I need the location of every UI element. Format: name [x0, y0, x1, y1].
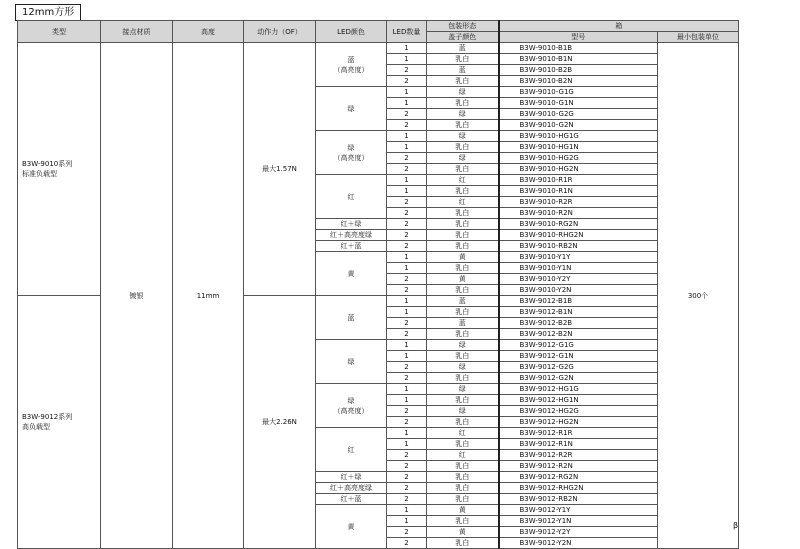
- led-count-cell: 2: [387, 241, 427, 252]
- led-count-cell: 1: [387, 131, 427, 142]
- led-color-cell: [316, 219, 387, 230]
- model-cell: B3W-9010-Y1N: [499, 263, 658, 274]
- model-cell: B3W-9012-R2R: [499, 450, 658, 461]
- model-cell: B3W-9010-B2B: [499, 65, 658, 76]
- led-count-cell: 1: [387, 54, 427, 65]
- led-color-cell: [316, 230, 387, 241]
- cap-color-cell: 乳白: [427, 472, 499, 483]
- header-box: 箱: [499, 21, 739, 32]
- led-color-name: 红＋蓝: [340, 242, 362, 250]
- led-count-cell: 2: [387, 318, 427, 329]
- model-cell: B3W-9012-R2N: [499, 461, 658, 472]
- cap-color-cell: 乳白: [427, 373, 499, 384]
- model-cell: B3W-9010-RB2N: [499, 241, 658, 252]
- led-color-name: 红＋绿: [340, 473, 362, 481]
- cap-color-cell: 蓝: [427, 296, 499, 307]
- cap-color-cell: 乳白: [427, 417, 499, 428]
- cap-color-cell: 绿: [427, 362, 499, 373]
- cap-color-cell: 乳白: [427, 483, 499, 494]
- led-count-cell: 2: [387, 76, 427, 87]
- cap-color-cell: 乳白: [427, 538, 499, 549]
- model-cell: B3W-9010-HG1G: [499, 131, 658, 142]
- model-cell: B3W-9010-B2N: [499, 76, 658, 87]
- model-cell: B3W-9012-HG2G: [499, 406, 658, 417]
- model-cell: B3W-9012-Y1Y: [499, 505, 658, 516]
- led-color-cell: [316, 428, 387, 472]
- led-count-cell: 1: [387, 307, 427, 318]
- model-cell: B3W-9010-RG2N: [499, 219, 658, 230]
- cap-color-cell: 乳白: [427, 230, 499, 241]
- cap-color-cell: 乳白: [427, 54, 499, 65]
- led-count-cell: 1: [387, 395, 427, 406]
- led-count-cell: 1: [387, 384, 427, 395]
- cap-color-cell: 乳白: [427, 241, 499, 252]
- cap-color-cell: 黄: [427, 527, 499, 538]
- cap-color-cell: 乳白: [427, 76, 499, 87]
- model-cell: B3W-9012-G2G: [499, 362, 658, 373]
- operating-force-cell: 最大1.57N: [244, 43, 316, 296]
- led-count-cell: 1: [387, 428, 427, 439]
- led-color-name: 绿: [347, 104, 355, 113]
- led-count-cell: 2: [387, 109, 427, 120]
- led-count-cell: 2: [387, 406, 427, 417]
- cap-color-cell: 乳白: [427, 307, 499, 318]
- cap-color-cell: 乳白: [427, 351, 499, 362]
- cap-color-cell: 乳白: [427, 439, 499, 450]
- led-count-cell: 2: [387, 527, 427, 538]
- model-cell: B3W-9010-G2G: [499, 109, 658, 120]
- model-cell: B3W-9010-G1N: [499, 98, 658, 109]
- cap-color-cell: 红: [427, 450, 499, 461]
- cap-color-cell: 乳白: [427, 494, 499, 505]
- model-cell: B3W-9012-RB2N: [499, 494, 658, 505]
- cap-color-cell: 乳白: [427, 516, 499, 527]
- led-count-cell: 1: [387, 263, 427, 274]
- led-color-name: 绿: [347, 143, 355, 152]
- series-load-type: 高负载型: [22, 423, 50, 431]
- led-color-cell: [316, 87, 387, 131]
- model-cell: B3W-9010-R1N: [499, 186, 658, 197]
- led-count-cell: 2: [387, 164, 427, 175]
- led-count-cell: 1: [387, 98, 427, 109]
- led-color-name: 红: [347, 192, 355, 201]
- series-type-cell: [18, 43, 101, 296]
- model-cell: B3W-9012-R1R: [499, 428, 658, 439]
- cap-color-cell: 乳白: [427, 164, 499, 175]
- operating-force-cell: 最大2.26N: [244, 296, 316, 549]
- header-led-color: LED颜色: [316, 21, 387, 43]
- cap-color-cell: 蓝: [427, 318, 499, 329]
- led-count-cell: 2: [387, 120, 427, 131]
- series-load-type: 标准负载型: [22, 170, 57, 178]
- led-count-cell: 1: [387, 252, 427, 263]
- led-count-cell: 2: [387, 208, 427, 219]
- model-cell: B3W-9010-G1G: [499, 87, 658, 98]
- cap-color-cell: 蓝: [427, 43, 499, 54]
- model-cell: B3W-9010-HG2N: [499, 164, 658, 175]
- cap-color-cell: 乳白: [427, 98, 499, 109]
- cap-color-cell: 绿: [427, 109, 499, 120]
- led-count-cell: 1: [387, 505, 427, 516]
- model-cell: B3W-9012-G1N: [499, 351, 658, 362]
- cap-color-cell: 绿: [427, 384, 499, 395]
- led-count-cell: 2: [387, 417, 427, 428]
- cap-color-cell: 乳白: [427, 186, 499, 197]
- model-cell: B3W-9012-HG2N: [499, 417, 658, 428]
- led-color-cell: [316, 472, 387, 483]
- cap-color-cell: 红: [427, 175, 499, 186]
- header-force: 动作力（OF）: [244, 21, 316, 43]
- model-cell: B3W-9012-G2N: [499, 373, 658, 384]
- model-cell: B3W-9012-R1N: [499, 439, 658, 450]
- header-pack-form: 包装形态: [427, 21, 499, 32]
- cap-color-cell: 红: [427, 428, 499, 439]
- led-color-note: （高亮度）: [333, 406, 369, 415]
- model-cell: B3W-9012-HG1N: [499, 395, 658, 406]
- led-count-cell: 2: [387, 483, 427, 494]
- led-color-name: 绿: [347, 396, 355, 405]
- led-count-cell: 1: [387, 351, 427, 362]
- led-count-cell: 1: [387, 439, 427, 450]
- model-cell: B3W-9012-RHG2N: [499, 483, 658, 494]
- min-pack-unit-cell: 300个: [658, 43, 739, 549]
- led-count-cell: 2: [387, 274, 427, 285]
- model-cell: B3W-9010-Y2Y: [499, 274, 658, 285]
- cap-color-cell: 黄: [427, 252, 499, 263]
- led-color-cell: [316, 175, 387, 219]
- model-cell: B3W-9010-RHG2N: [499, 230, 658, 241]
- led-count-cell: 2: [387, 461, 427, 472]
- model-cell: B3W-9012-Y1N: [499, 516, 658, 527]
- led-color-cell: [316, 494, 387, 505]
- led-count-cell: 2: [387, 494, 427, 505]
- cap-color-cell: 乳白: [427, 208, 499, 219]
- model-cell: B3W-9010-B1B: [499, 43, 658, 54]
- led-count-cell: 1: [387, 516, 427, 527]
- led-color-name: 蓝: [347, 55, 355, 64]
- led-count-cell: 1: [387, 175, 427, 186]
- header-led-count: LED数量: [387, 21, 427, 43]
- model-cell: B3W-9012-B2N: [499, 329, 658, 340]
- height-cell: 11mm: [173, 43, 244, 549]
- led-count-cell: 2: [387, 329, 427, 340]
- led-count-cell: 2: [387, 219, 427, 230]
- led-color-name: 红＋高亮度绿: [330, 231, 372, 239]
- cap-color-cell: 绿: [427, 340, 499, 351]
- led-color-cell: [316, 131, 387, 175]
- led-color-cell: [316, 296, 387, 340]
- model-cell: B3W-9012-HG1G: [499, 384, 658, 395]
- cap-color-cell: 绿: [427, 87, 499, 98]
- table-row: [18, 43, 739, 54]
- model-cell: B3W-9010-R2N: [499, 208, 658, 219]
- cap-color-cell: 乳白: [427, 461, 499, 472]
- series-type-cell: [18, 296, 101, 549]
- header-cap-color: 盖子颜色: [427, 32, 499, 43]
- table-body: [18, 43, 739, 549]
- led-color-cell: [316, 241, 387, 252]
- series-name: B3W-9010系列: [22, 160, 73, 168]
- series-name: B3W-9012系列: [22, 413, 73, 421]
- model-cell: B3W-9010-HG1N: [499, 142, 658, 153]
- led-count-cell: 2: [387, 197, 427, 208]
- led-count-cell: 2: [387, 538, 427, 549]
- cap-color-cell: 黄: [427, 505, 499, 516]
- header-contact: 接点材质: [101, 21, 173, 43]
- led-color-name: 黄: [347, 269, 355, 278]
- cap-color-cell: 绿: [427, 406, 499, 417]
- cap-color-cell: 乳白: [427, 329, 499, 340]
- product-spec-table: [17, 20, 739, 549]
- header-min-unit: 最小包装单位: [658, 32, 739, 43]
- cap-color-cell: 乳白: [427, 263, 499, 274]
- cap-color-cell: 乳白: [427, 142, 499, 153]
- led-color-name: 红＋蓝: [340, 495, 362, 503]
- led-color-name: 红: [347, 445, 355, 454]
- model-cell: B3W-9010-B1N: [499, 54, 658, 65]
- led-count-cell: 1: [387, 296, 427, 307]
- cap-color-cell: 黄: [427, 274, 499, 285]
- led-color-name: 黄: [347, 522, 355, 531]
- led-color-name: 蓝: [347, 313, 355, 322]
- cap-color-cell: 绿: [427, 131, 499, 142]
- cap-color-cell: 乳白: [427, 285, 499, 296]
- cap-color-cell: 绿: [427, 153, 499, 164]
- led-count-cell: 1: [387, 186, 427, 197]
- led-color-cell: [316, 505, 387, 549]
- led-count-cell: 2: [387, 472, 427, 483]
- model-cell: B3W-9012-B1N: [499, 307, 658, 318]
- led-count-cell: 2: [387, 230, 427, 241]
- cap-color-cell: 蓝: [427, 65, 499, 76]
- led-count-cell: 1: [387, 87, 427, 98]
- model-cell: B3W-9012-Y2Y: [499, 527, 658, 538]
- led-count-cell: 2: [387, 450, 427, 461]
- led-count-cell: 2: [387, 373, 427, 384]
- model-cell: B3W-9010-Y1Y: [499, 252, 658, 263]
- model-cell: B3W-9010-HG2G: [499, 153, 658, 164]
- contact-material-cell: 镀银: [101, 43, 173, 549]
- cap-color-cell: 乳白: [427, 219, 499, 230]
- model-cell: B3W-9012-Y2N: [499, 538, 658, 549]
- led-count-cell: 1: [387, 142, 427, 153]
- cap-color-cell: 乳白: [427, 120, 499, 131]
- led-color-cell: [316, 340, 387, 384]
- led-color-name: 红＋高亮度绿: [330, 484, 372, 492]
- header-height: 高度: [173, 21, 244, 43]
- led-color-cell: [316, 43, 387, 87]
- model-cell: B3W-9012-B1B: [499, 296, 658, 307]
- led-color-note: （高亮度）: [333, 153, 369, 162]
- cap-color-cell: 红: [427, 197, 499, 208]
- led-color-cell: [316, 483, 387, 494]
- model-cell: B3W-9012-G1G: [499, 340, 658, 351]
- led-color-note: （高亮度）: [333, 65, 369, 74]
- model-cell: B3W-9010-G2N: [499, 120, 658, 131]
- led-color-name: 绿: [347, 357, 355, 366]
- led-count-cell: 1: [387, 340, 427, 351]
- cap-color-cell: 乳白: [427, 395, 499, 406]
- led-count-cell: 2: [387, 285, 427, 296]
- led-color-cell: [316, 252, 387, 296]
- model-cell: B3W-9010-Y2N: [499, 285, 658, 296]
- header-model: 型号: [499, 32, 658, 43]
- model-cell: B3W-9010-R1R: [499, 175, 658, 186]
- table-title: 12mm方形: [15, 4, 81, 21]
- led-color-cell: [316, 384, 387, 428]
- model-cell: B3W-9012-RG2N: [499, 472, 658, 483]
- led-count-cell: 2: [387, 362, 427, 373]
- led-count-cell: 1: [387, 43, 427, 54]
- led-count-cell: 2: [387, 65, 427, 76]
- model-cell: B3W-9012-B2B: [499, 318, 658, 329]
- led-count-cell: 2: [387, 153, 427, 164]
- header-type: 类型: [18, 21, 101, 43]
- led-color-name: 红＋绿: [340, 220, 362, 228]
- model-cell: B3W-9010-R2R: [499, 197, 658, 208]
- stray-mark: β: [733, 521, 739, 530]
